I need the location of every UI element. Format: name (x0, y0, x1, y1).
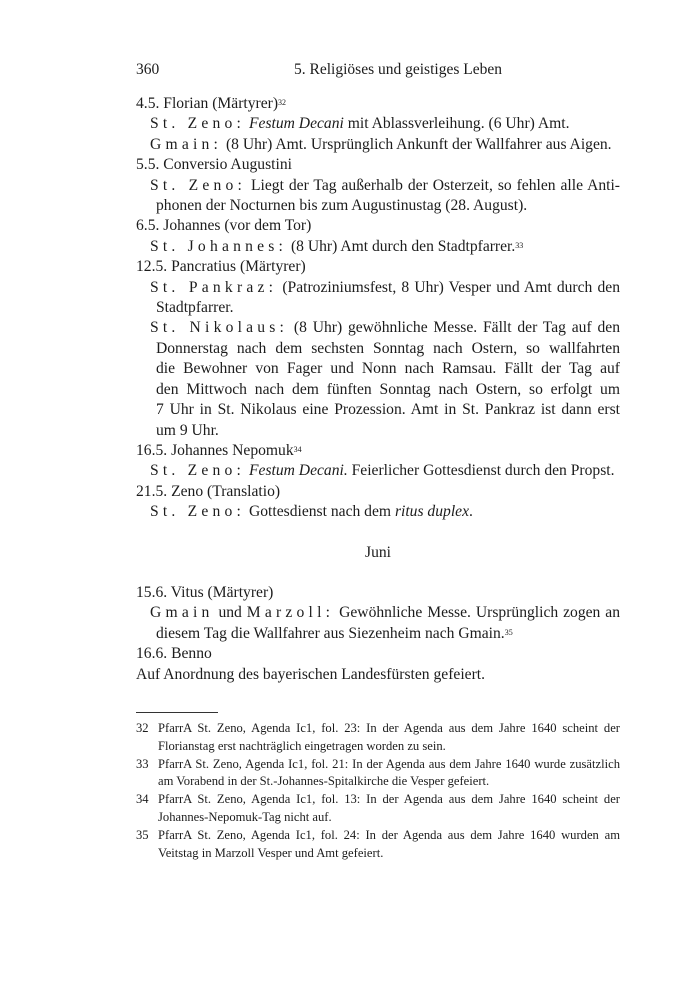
entry-line: St. Zeno: Gottesdienst nach dem ritus duplex. (150, 503, 473, 521)
entry-line: St. Zeno: Festum Decani mit Ablassverleihung. (6 Uhr) Amt. (150, 115, 570, 133)
church-name: Gmain (150, 604, 214, 622)
footnote-text: PfarrA St. Zeno, Agenda Ic1, fol. 13: In der Agenda aus dem Jahre 1640 scheint der Johannes-Nepomuk-Tag nicht auf. (158, 792, 620, 824)
footnote-ref: 32 (278, 98, 287, 107)
footnote (136, 720, 620, 756)
footnote-text: PfarrA St. Zeno, Agenda Ic1, fol. 23: In der Agenda aus dem Jahre 1640 scheint der Florianstag erst nachträglich eingetragen worden zu sein. (158, 721, 620, 753)
footnote-number: 35 (136, 827, 149, 842)
entry-line: Auf Anordnung des bayerischen Landesfürsten gefeiert. (136, 665, 486, 683)
running-header (136, 61, 620, 83)
footnote-divider (136, 712, 218, 713)
entry-line: St. Zeno: Liegt der Tag außerhalb der Osterzeit, so fehlen alle Anti- (150, 176, 620, 194)
footnote (136, 756, 620, 792)
entry-line: St. Johannes: (8 Uhr) Amt durch den Stadtpfarrer.$^{33}$ (150, 237, 524, 255)
entry-line: den Mittwoch nach dem fünften Sonntag nach Ostern, so erfolgt um (156, 380, 620, 398)
church-name: Gmain: (150, 135, 223, 153)
footnote-ref: 35 (504, 627, 513, 637)
entry-line: um 9 Uhr. (156, 421, 219, 439)
entry-line: Donnerstag nach dem sechsten Sonntag nach Ostern, so wallfahrten (156, 339, 620, 357)
entry-heading: 5.5. Conversio Augustini (136, 156, 292, 174)
footnote-number: 32 (136, 721, 149, 735)
entry-line: die Bewohner von Fager und Nonn nach Ramsau. Fällt der Tag auf (156, 360, 620, 378)
footnote (136, 827, 620, 863)
running-title: 5. Religiöses und geistiges Leben (294, 61, 502, 78)
entry-line: diesem Tag die Wallfahrer aus Siezenheim nach Gmain.$^{35}$ (156, 624, 513, 642)
entry-heading: 16.5. Johannes Nepomuk$^{34}$ (136, 441, 302, 459)
footnotes (136, 720, 620, 862)
entry-line: St. Pankraz: (Patroziniumsfest, 8 Uhr) Vesper und Amt durch den (150, 278, 620, 296)
page-number: 360 (136, 61, 160, 78)
entry-line: Gmain: (8 Uhr) Amt. Ursprünglich Ankunft der Wallfahrer aus Aigen. (150, 135, 612, 153)
entry-heading: 4.5. Florian (Märtyrer)$^{32}$ (136, 95, 287, 112)
entry-line: St. Zeno: Festum Decani. Feierlicher Gottesdienst durch den Propst. (150, 462, 615, 480)
footnote (136, 791, 620, 827)
entry-line: 7 Uhr in St. Nikolaus eine Prozession. Amt in St. Pankraz ist dann erst (156, 401, 620, 419)
main-text (136, 94, 620, 685)
church-name: St. Zeno: (150, 115, 246, 133)
church-name: St. Nikolaus: (150, 319, 289, 337)
footnote-text: PfarrA St. Zeno, Agenda Ic1, fol. 21: In der Agenda aus dem Jahre 1640 wurde zusätzlich am Vorabend in der St.-Johannes-Spitalkirche die Vesper gefeiert. (158, 756, 620, 789)
entry-line: phonen der Nocturnen bis zum Augustinustag (28. August). (156, 197, 528, 215)
church-name: St. Zeno: (150, 176, 247, 194)
footnote-text: PfarrA St. Zeno, Agenda Ic1, fol. 24: In der Agenda aus dem Jahre 1640 wurden am Veitstag in Marzoll Vesper und Amt gefeiert. (158, 827, 620, 860)
church-name: Marzoll: (246, 604, 335, 622)
footnote-ref: 33 (515, 240, 524, 250)
month-heading: Juni (365, 543, 391, 561)
entry-heading: 21.5. Zeno (Translatio) (136, 482, 281, 500)
entry-heading: 16.6. Benno (136, 645, 212, 663)
entry-heading: 12.5. Pancratius (Märtyrer) (136, 258, 306, 276)
entry-line: St. Nikolaus: (8 Uhr) gewöhnliche Messe. Fällt der Tag auf den (150, 319, 620, 337)
footnote-number: 34 (136, 792, 149, 807)
church-name: St. Zeno: (150, 462, 246, 480)
entry-line: Stadtpfarrer. (156, 299, 234, 317)
church-name: St. Johannes: (150, 237, 288, 255)
footnote-ref: 34 (293, 444, 302, 454)
church-name: St. Zeno: (150, 503, 246, 521)
entry-line: Gmain und Marzoll: Gewöhnliche Messe. Ursprünglich zogen an (150, 604, 620, 622)
entry-heading: 6.5. Johannes (vor dem Tor) (136, 217, 312, 235)
footnote-number: 33 (136, 756, 149, 771)
church-name: St. Pankraz: (150, 278, 278, 296)
entry-heading: 15.6. Vitus (Märtyrer) (136, 583, 274, 601)
